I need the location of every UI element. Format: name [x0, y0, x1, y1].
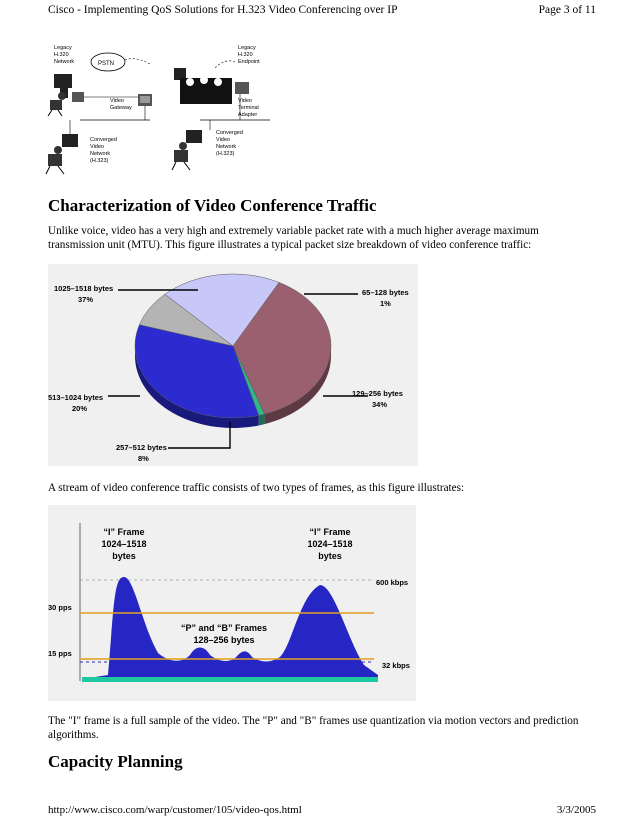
pie-pct-mid: 20%	[72, 404, 88, 413]
frame-traffic-chart	[48, 505, 416, 701]
pie-chart	[48, 264, 418, 466]
right-top-label-line3: Endpoint	[238, 59, 260, 65]
footer-date: 3/3/2005	[556, 804, 596, 816]
paragraph-frames: A stream of video conference traffic consists of two types of frames, as this figure illustrates:	[48, 482, 465, 494]
i-frame-left-line1: “I” Frame	[103, 527, 145, 537]
paragraph-intro: Unlike voice, video has a very high and extremely variable packet rate with a much higher average maximum transmission unit (MTU). This figure illustrates a typical packet size breakdown of video conference traffic:	[48, 225, 539, 251]
workstation-icon	[48, 74, 84, 116]
pie-label-medium: 129–256 bytes	[352, 389, 403, 398]
right-top-label-line2: H.320	[238, 52, 253, 58]
document-title: Cisco - Implementing QoS Solutions for H.323 Video Conferencing over IP	[48, 4, 398, 16]
left-bottom-label-line2: Video	[90, 144, 104, 150]
section-heading-characterization: Characterization of Video Conference Traffic	[48, 196, 377, 215]
gateway-label-line1: Video	[110, 98, 124, 104]
baseline-bar	[82, 677, 378, 682]
label-600-kbps: 600 kbps	[376, 578, 409, 587]
left-top-label-line1: Legacy	[54, 45, 72, 51]
pie-slices	[135, 274, 331, 418]
network-diagram	[40, 38, 300, 188]
i-frame-right-line2: 1024–1518	[307, 539, 353, 549]
pie-label-lower: 257–512 bytes	[116, 443, 167, 452]
converged-endpoint-icon	[172, 130, 202, 170]
left-bottom-label-line3: Network	[90, 151, 111, 157]
pie-pct-medium: 34%	[372, 400, 388, 409]
pie-label-small: 65–128 bytes	[362, 288, 409, 297]
pie-pct-lower: 8%	[138, 454, 149, 463]
left-bottom-label-line1: Converged	[90, 137, 117, 143]
right-top-label-line1: Legacy	[238, 45, 256, 51]
pstn-cloud-icon	[91, 53, 125, 71]
pb-frames-line2: 128–256 bytes	[193, 635, 255, 645]
video-gateway-icon	[138, 94, 152, 106]
left-top-label-line2: H.320	[54, 52, 69, 58]
paragraph-frame-types: The "I" frame is a full sample of the video. The "P" and "B" frames use quantization via motion vectors and prediction algorithms.	[48, 715, 579, 741]
adapter-label-line1: Video	[238, 98, 252, 104]
left-bottom-label-line4: (H.323)	[90, 158, 109, 164]
converged-workstation-icon	[46, 134, 78, 174]
pie-pct-large: 37%	[78, 295, 94, 304]
footer-url: http://www.cisco.com/warp/customer/105/video-qos.html	[48, 804, 302, 816]
pie-label-mid: 513–1024 bytes	[48, 393, 104, 402]
pie-pct-small: 1%	[380, 299, 391, 308]
adapter-label-line3: Adapter	[238, 112, 258, 118]
label-32-kbps: 32 kbps	[382, 661, 410, 670]
pb-frames-line1: “P” and “B” Frames	[180, 623, 268, 633]
adapter-label-line2: Terminal	[238, 105, 259, 111]
i-frame-right-line1: “I” Frame	[309, 527, 351, 537]
right-bottom-label-line3: Network	[216, 144, 237, 150]
section-heading-capacity-planning: Capacity Planning	[48, 752, 183, 771]
right-bottom-label-line4: (H.323)	[216, 151, 235, 157]
i-frame-left-line2: 1024–1518	[101, 539, 147, 549]
right-bottom-label-line1: Converged	[216, 130, 243, 136]
left-top-label-line3: Network	[54, 59, 75, 65]
pie-depth-1	[259, 414, 265, 425]
i-frame-right-line3: bytes	[318, 551, 342, 561]
i-frame-left-line3: bytes	[112, 551, 136, 561]
pstn-label: PSTN	[98, 61, 115, 67]
label-15-pps: 15 pps	[48, 649, 72, 658]
label-30-pps: 30 pps	[48, 603, 72, 612]
pie-label-large: 1025–1518 bytes	[54, 284, 114, 293]
right-bottom-label-line2: Video	[216, 137, 230, 143]
page-number: Page 3 of 11	[538, 4, 596, 16]
gateway-label-line2: Gateway	[110, 105, 132, 111]
